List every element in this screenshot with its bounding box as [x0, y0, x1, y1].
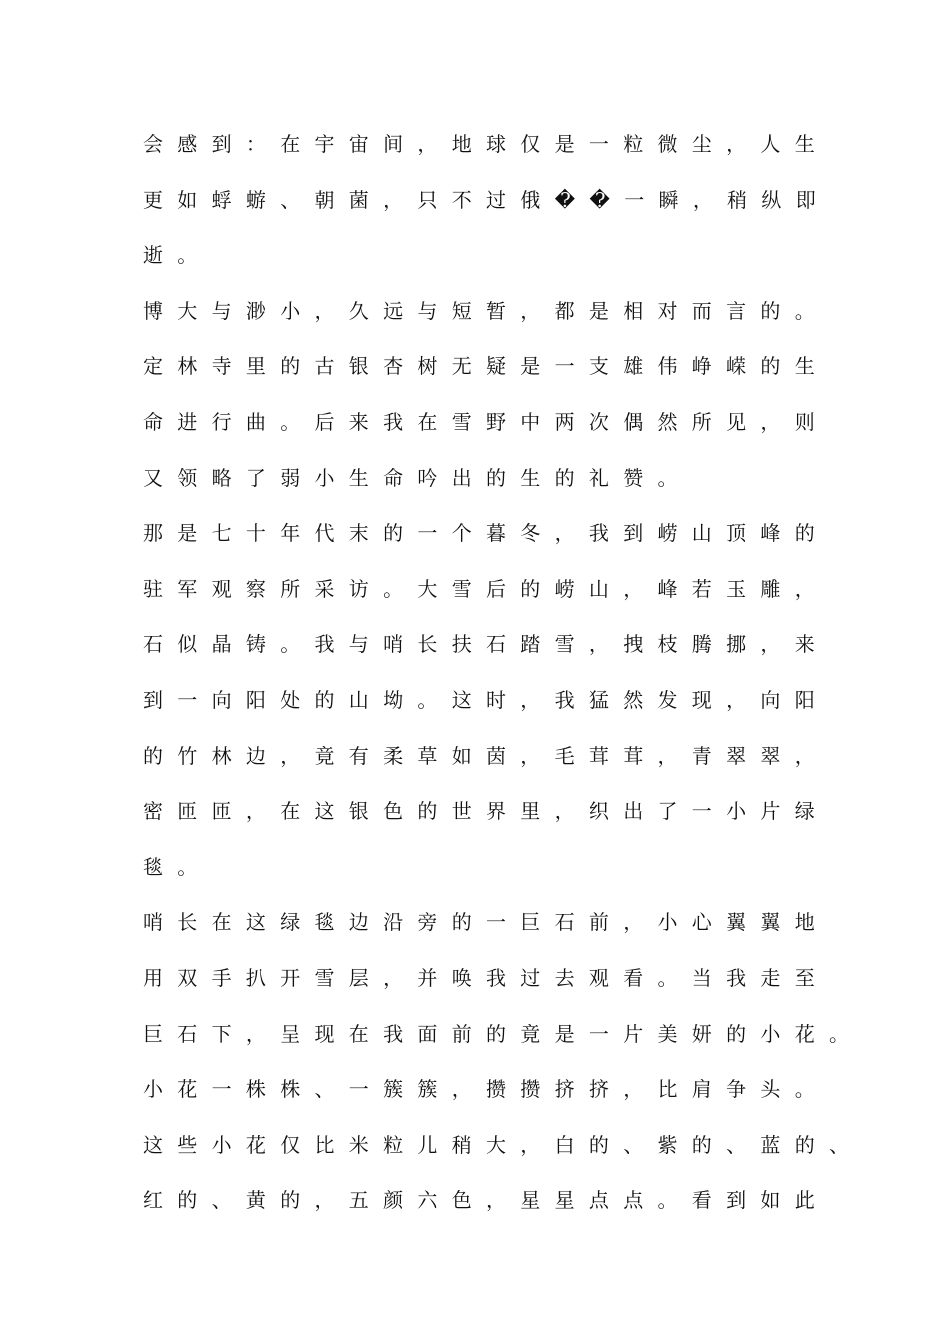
text-line: 小花一株株、一簇簇，攒攒挤挤，比肩争头。 [143, 1077, 829, 1102]
text-line: 命进行曲。后来我在雪野中两次偶然所见，则 [143, 409, 829, 434]
text-line: 密匝匝，在这银色的世界里，织出了一小片绿 [143, 799, 829, 824]
text-line: 的竹林边，竟有柔草如茵，毛茸茸，青翠翠， [143, 743, 829, 768]
text-line: 巨石下，呈现在我面前的竟是一片美妍的小花。 [143, 1021, 864, 1046]
text-line: 红的、黄的，五颜六色，星星点点。看到如此 [143, 1188, 829, 1213]
text-line: 又领略了弱小生命吟出的生的礼赞。 [143, 465, 692, 490]
text-line: 逝。 [143, 243, 212, 268]
text-line: 会感到：在宇宙间，地球仅是一粒微尘，人生 [143, 132, 829, 156]
text-line: 石似晶铸。我与哨长扶石踏雪，拽枝腾挪，来 [143, 632, 829, 657]
text-line: 哨长在这绿毯边沿旁的一巨石前，小心翼翼地 [143, 910, 829, 935]
text-line: 定林寺里的古银杏树无疑是一支雄伟峥嵘的生 [143, 354, 829, 379]
text-line: 博大与渺小，久远与短暂，都是相对而言的。 [143, 298, 829, 323]
text-line: 那是七十年代末的一个暮冬，我到崂山顶峰的 [143, 521, 829, 546]
text-line: 毯。 [143, 854, 212, 879]
text-line: 驻军观察所采访。大雪后的崂山，峰若玉雕， [143, 576, 829, 601]
text-line: 到一向阳处的山坳。这时，我猛然发现，向阳 [143, 687, 829, 712]
document-body [143, 126, 864, 1238]
text-line: 更如蜉蝣、朝菌，只不过俄��一瞬，稍纵即 [143, 187, 831, 212]
text-line: 用双手扒开雪层，并唤我过去观看。当我走至 [143, 965, 829, 990]
text-line: 这些小花仅比米粒儿稍大，白的、紫的、蓝的、 [143, 1132, 864, 1157]
